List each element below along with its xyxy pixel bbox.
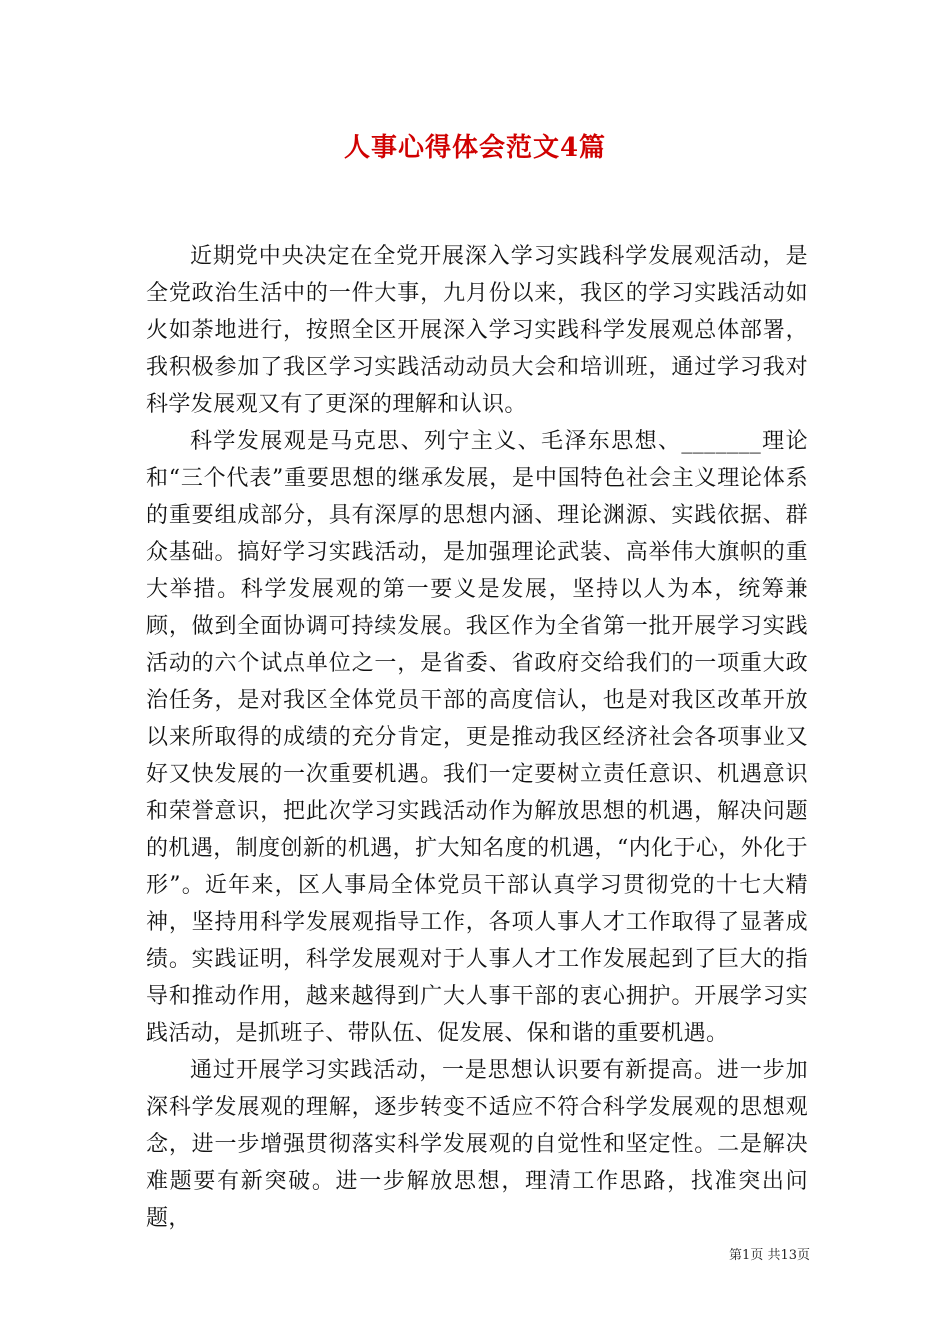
paragraph-2: 科学发展观是马克思、列宁主义、毛泽东思想、_______理论和“三个代表”重要思想的继承发展，是中国特色社会主义理论体系的重要组成部分，具有深厚的思想内涵、理论渊源、实践依据、群众基础。搞好学习实践活动，是加强理论武装、高举伟大旗帜的重大举措。科学发展观的第一要义是发展，坚持以人为本，统筹兼顾，做到全面协调可持续发展。我区作为全省第一批开展学习实践活动的六个试点单位之一，是省委、省政府交给我们的一项重大政治任务，是对我区全体党员干部的高度信认，也是对我区改革开放以来所取得的成绩的充分肯定，更是推动我区经济社会各项事业又好又快发展的一次重要机遇。我们一定要树立责任意识、机遇意识和荣誉意识，把此次学习实践活动作为解放思想的机遇，解决问题的机遇，制度创新的机遇，扩大知名度的机遇，“内化于心，外化于形”。近年来，区人事局全体党员干部认真学习贯彻党的十七大精神，坚持用科学发展观指导工作，各项人事人才工作取得了显著成绩。实践证明，科学发展观对于人事人才工作发展起到了巨大的指导和推动作用，越来越得到广大人事干部的衷心拥护。开展学习实践活动，是抓班子、带队伍、促发展、保和谐的重要机遇。 (146, 429, 808, 1046)
document-body (146, 238, 808, 1237)
document-title: 人事心得体会范文4篇 (343, 133, 607, 163)
paragraph-1: 近期党中央决定在全党开展深入学习实践科学发展观活动，是全党政治生活中的一件大事，九月份以来，我区的学习实践活动如火如荼地进行，按照全区开展深入学习实践科学发展观总体部署，我积极参加了我区学习实践活动动员大会和培训班，通过学习我对科学发展观又有了更深的理解和认识。 (146, 244, 808, 417)
page-number-footer: 第1页 共13页 (729, 1248, 810, 1263)
paragraph-3: 通过开展学习实践活动，一是思想认识要有新提高。进一步加深科学发展观的理解，逐步转变不适应不符合科学发展观的思想观念，进一步增强贯彻落实科学发展观的自觉性和坚定性。二是解决难题要有新突破。进一步解放思想，理清工作思路，找准突出问题， (146, 1058, 808, 1231)
